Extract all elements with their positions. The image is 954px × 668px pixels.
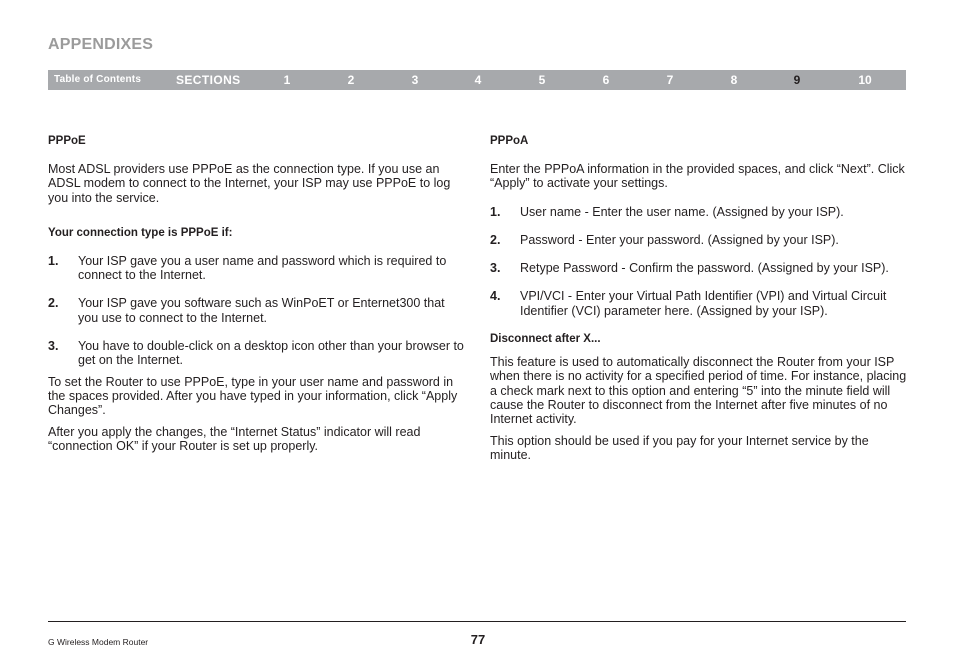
section-nav-bar: [48, 70, 906, 90]
list-number: 3.: [48, 339, 59, 354]
disconnect-paragraph: This feature is used to automatically disconnect the Router from your ISP when there is no activity for a specified period of time. For instance, placing a check mark next to this option and entering “5” into the minute field will cause the Router to disconnect from the Internet after five minutes of no Internet activity.: [490, 355, 907, 427]
nav-section-3[interactable]: 3: [411, 73, 419, 87]
pppoe-setup-paragraph: To set the Router to use PPPoE, type in your user name and password in the spaces provided. After you have typed in your information, click “Apply Changes”.: [48, 374, 458, 418]
nav-section-10[interactable]: 10: [858, 73, 872, 87]
nav-section-2[interactable]: 2: [347, 73, 355, 87]
list-number: 1.: [490, 204, 501, 219]
nav-section-8[interactable]: 8: [730, 73, 738, 87]
list-number: 3.: [490, 261, 501, 276]
list-item: [490, 233, 908, 247]
list-number: 2.: [48, 296, 59, 311]
list-item: [490, 289, 908, 318]
list-number: 2.: [490, 232, 501, 247]
nav-section-5[interactable]: 5: [538, 73, 546, 87]
pppoe-status-paragraph: After you apply the changes, the “Internet Status” indicator will read “connection OK” if your Router is set up properly.: [48, 424, 421, 453]
list-item: [48, 339, 466, 368]
pppoa-intro: Enter the PPPoA information in the provided spaces, and click “Next”. Click “Apply” to activate your settings.: [490, 162, 905, 191]
page-number: 77: [470, 632, 486, 647]
nav-section-4[interactable]: 4: [474, 73, 482, 87]
pppoe-subheading: Your connection type is PPPoE if:: [48, 226, 233, 239]
footer-product-name: G Wireless Modem Router: [48, 637, 149, 647]
list-item: [490, 205, 908, 219]
list-text: Retype Password - Confirm the password. (Assigned by your ISP).: [520, 261, 889, 276]
list-text: Your ISP gave you software such as WinPoET or Enternet300 that you use to connect to the Internet.: [78, 296, 445, 325]
list-number: 4.: [490, 289, 501, 304]
table-of-contents-link[interactable]: Table of Contents: [54, 74, 142, 85]
footer-divider: [48, 621, 906, 622]
nav-section-1[interactable]: 1: [283, 73, 291, 87]
list-text: VPI/VCI - Enter your Virtual Path Identifier (VPI) and Virtual Circuit Identifier (VCI) parameter here. (Assigned by your ISP).: [520, 289, 887, 318]
list-text: You have to double-click on a desktop icon other than your browser to get on the Internet.: [78, 339, 464, 368]
list-text: Password - Enter your password. (Assigned by your ISP).: [520, 232, 839, 247]
pppoe-list: [48, 254, 466, 368]
disconnect-subheading: Disconnect after X...: [490, 333, 601, 346]
sections-label: SECTIONS: [176, 73, 241, 87]
list-text: User name - Enter the user name. (Assigned by your ISP).: [520, 204, 844, 219]
page-section-title: APPENDIXES: [48, 36, 154, 53]
pppoa-list: [490, 205, 908, 318]
pppoe-heading: PPPoE: [48, 135, 86, 147]
nav-section-9-active[interactable]: 9: [793, 73, 801, 87]
nav-section-7[interactable]: 7: [666, 73, 674, 87]
pppoa-heading: PPPoA: [490, 135, 529, 147]
list-item: [490, 261, 908, 275]
list-number: 1.: [48, 253, 59, 268]
list-item: [48, 296, 466, 325]
list-text: Your ISP gave you a user name and password which is required to connect to the Internet.: [78, 253, 447, 283]
left-column: [48, 134, 466, 467]
billing-paragraph: This option should be used if you pay for your Internet service by the minute.: [490, 433, 869, 462]
list-item: [48, 254, 466, 283]
right-column: [490, 134, 908, 476]
nav-section-6[interactable]: 6: [602, 73, 610, 87]
pppoe-intro: Most ADSL providers use PPPoE as the connection type. If you use an ADSL modem to connect to the Internet, your ISP may use PPPoE to log you into the service.: [48, 162, 451, 205]
